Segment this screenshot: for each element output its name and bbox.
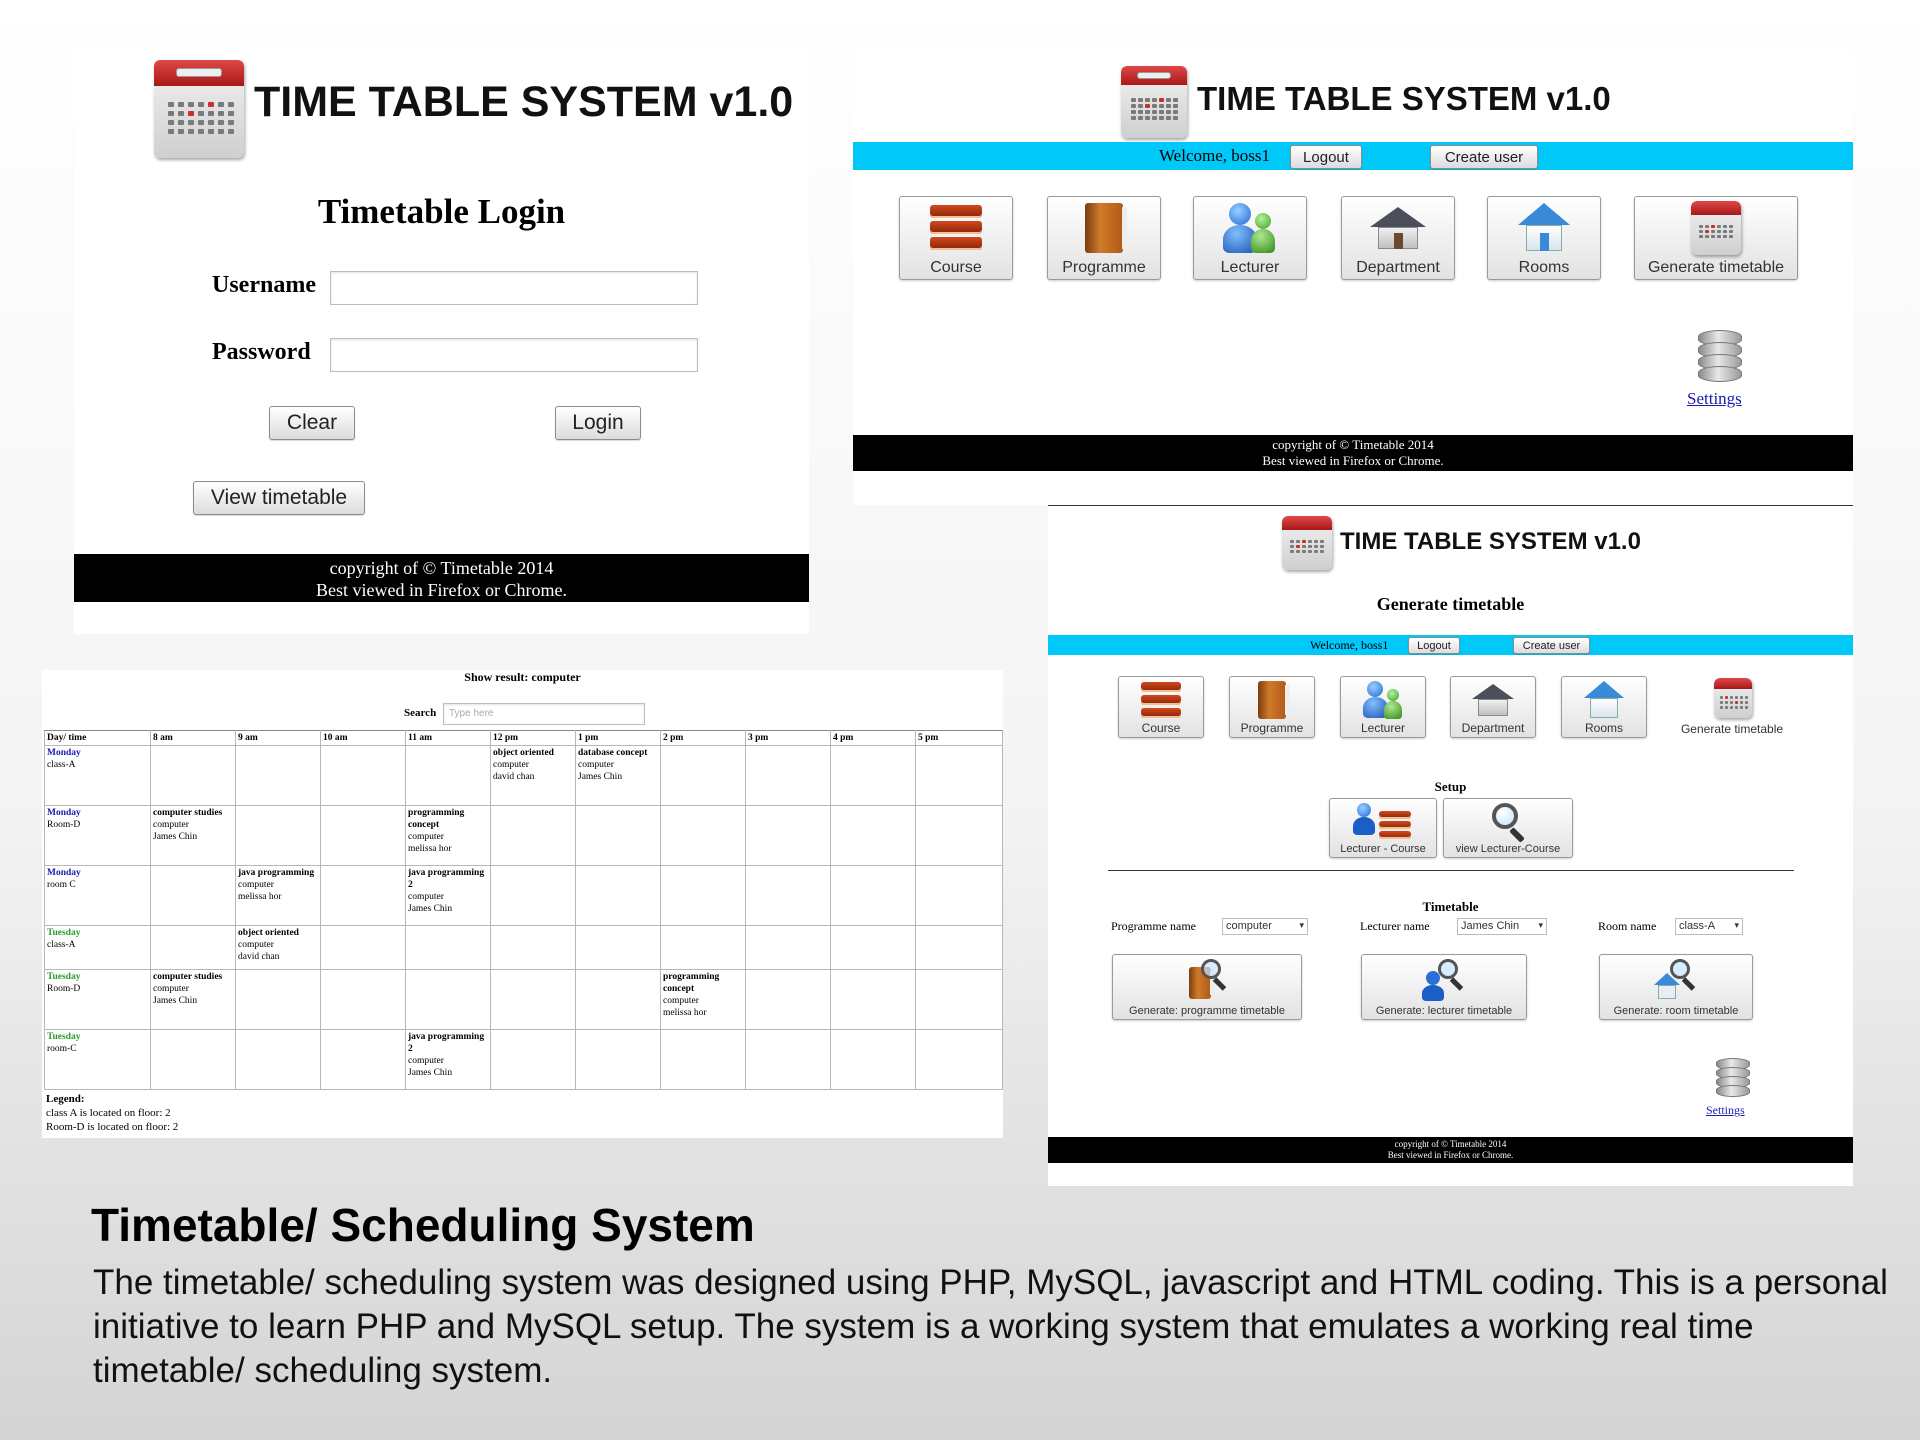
view-timetable-button[interactable]: View timetable — [193, 481, 365, 515]
slot-detail: James Chin — [408, 1068, 453, 1078]
calendar-logo-icon — [1121, 66, 1187, 138]
tile-label: Course — [1141, 721, 1181, 735]
table-row — [45, 926, 1003, 970]
slot-cell — [661, 746, 746, 806]
footer-copyright: copyright of © Timetable 2014 — [329, 558, 554, 578]
slot-cell — [661, 970, 746, 1030]
timetable-heading: Timetable — [1422, 899, 1479, 914]
caption-body: The timetable/ scheduling system was designed using PHP, MySQL, javascript and HTML coding. This is a personal initiative to learn PHP and MySQL setup. The system is a working system that emulates a working real time timetable/ scheduling system. — [93, 1263, 1888, 1390]
footer-browser-note: Best viewed in Firefox or Chrome. — [1262, 453, 1444, 468]
lecturer-course-icon — [1353, 803, 1413, 839]
setup-heading: Setup — [1434, 779, 1467, 794]
generate-heading: Generate timetable — [1376, 594, 1525, 614]
subject-name: computer studies — [153, 972, 223, 982]
slot-cell — [746, 970, 831, 1030]
day-label: Tuesday — [47, 928, 81, 938]
slot-cell — [576, 926, 661, 970]
slot-cell — [236, 866, 321, 926]
tile-label: Generate: lecturer timetable — [1375, 1005, 1513, 1017]
settings-link[interactable]: Settings — [1687, 389, 1742, 408]
slot-cell — [151, 806, 236, 866]
course-tile[interactable] — [1118, 676, 1204, 738]
subject-name: computer studies — [153, 808, 223, 818]
room-label: class-A — [47, 760, 76, 770]
timetable-grid — [44, 730, 1003, 1090]
slot-cell — [831, 806, 916, 866]
subject-name: database concept — [578, 748, 648, 758]
column-header: 8 am — [151, 731, 236, 746]
slot-cell — [916, 866, 1003, 926]
tile-label: Generate timetable — [1680, 722, 1784, 736]
room-name-label: Room name — [1598, 919, 1657, 933]
slot-detail: James Chin — [408, 904, 453, 914]
table-row — [45, 806, 1003, 866]
room-label: room C — [47, 880, 76, 890]
slot-cell — [321, 806, 406, 866]
slot-cell — [491, 866, 576, 926]
day-label: Monday — [47, 868, 81, 878]
subject-name: java programming — [238, 868, 315, 878]
programme-search-icon — [1185, 959, 1229, 1003]
tile-label: Generate: room timetable — [1613, 1005, 1739, 1017]
programme-book-icon — [1258, 681, 1286, 719]
programme-name-label: Programme name — [1111, 919, 1196, 933]
slot-cell — [406, 1030, 491, 1090]
login-heading: Timetable Login — [317, 192, 566, 231]
day-cell — [45, 866, 151, 926]
timetable-result-panel — [42, 670, 1003, 1138]
login-button[interactable]: Login — [555, 406, 641, 440]
slot-cell — [576, 806, 661, 866]
slot-cell — [831, 926, 916, 970]
calendar-logo-icon — [154, 60, 244, 158]
settings-link[interactable]: Settings — [1706, 1103, 1745, 1117]
column-header: 9 am — [236, 731, 321, 746]
password-label: Password — [212, 339, 311, 365]
rooms-tile[interactable] — [1561, 676, 1647, 738]
day-label: Monday — [47, 808, 81, 818]
day-label: Tuesday — [47, 972, 81, 982]
slot-cell — [321, 970, 406, 1030]
footer-copyright: copyright of © Timetable 2014 — [1394, 1139, 1507, 1149]
lecturer-tile[interactable] — [1340, 676, 1426, 738]
slot-cell — [916, 970, 1003, 1030]
logout-button[interactable]: Logout — [1290, 145, 1362, 169]
rooms-house-icon — [1518, 203, 1570, 253]
day-label: Monday — [47, 748, 81, 758]
rooms-house-icon — [1584, 681, 1624, 719]
column-header: 4 pm — [831, 731, 916, 746]
slot-cell — [236, 970, 321, 1030]
slot-cell — [916, 806, 1003, 866]
system-title: TIME TABLE SYSTEM v1.0 — [254, 78, 794, 126]
slot-cell — [151, 970, 236, 1030]
legend-line: class A is located on floor: 2 — [46, 1107, 171, 1119]
lecturer-name-label: Lecturer name — [1360, 919, 1430, 933]
slot-cell — [746, 746, 831, 806]
table-row — [45, 866, 1003, 926]
system-title: TIME TABLE SYSTEM v1.0 — [1340, 528, 1641, 555]
view-lecturer-course-button[interactable] — [1443, 798, 1573, 858]
magnifier-icon — [1488, 801, 1528, 841]
search-label: Search — [404, 707, 437, 719]
generate-timetable-panel — [1048, 505, 1853, 1186]
generate-room-timetable-button[interactable] — [1599, 954, 1753, 1020]
room-label: class-A — [47, 940, 76, 950]
slot-cell — [576, 866, 661, 926]
slot-cell — [746, 1030, 831, 1090]
day-cell — [45, 746, 151, 806]
slot-detail: computer — [153, 820, 189, 830]
books-icon — [1141, 682, 1181, 718]
section-divider — [1108, 870, 1794, 871]
legend-line: Room-D is located on floor: 2 — [46, 1121, 179, 1133]
tile-label: Lecturer — [1360, 721, 1406, 735]
day-cell — [45, 926, 151, 970]
legend-title: Legend: — [46, 1093, 85, 1105]
slot-cell — [661, 866, 746, 926]
generate-lecturer-timetable-button[interactable] — [1361, 954, 1527, 1020]
table-row — [45, 1030, 1003, 1090]
generate-footer — [1048, 1137, 1853, 1163]
lecturer-search-icon — [1422, 959, 1466, 1003]
slot-cell — [236, 746, 321, 806]
lecturer-select[interactable]: James Chin ▾ — [1457, 918, 1547, 935]
dashboard-panel — [853, 50, 1853, 505]
column-header: 1 pm — [576, 731, 661, 746]
tile-label: Generate: programme timetable — [1129, 1005, 1285, 1017]
day-cell — [45, 970, 151, 1030]
lecturer-course-button[interactable] — [1329, 798, 1437, 858]
subject-name: programming concept — [663, 972, 720, 994]
slot-cell — [151, 926, 236, 970]
room-label: Room-D — [47, 820, 81, 830]
tile-label: Department — [1356, 259, 1440, 276]
login-footer — [74, 554, 809, 602]
slot-cell — [746, 866, 831, 926]
slot-cell — [576, 1030, 661, 1090]
legend — [46, 1092, 178, 1134]
footer-browser-note: Best viewed in Firefox or Chrome. — [316, 580, 567, 600]
calendar-icon — [1714, 678, 1752, 718]
calendar-icon — [1691, 201, 1741, 255]
login-panel — [74, 44, 809, 634]
slot-detail: melissa hor — [238, 892, 282, 902]
slot-cell — [236, 926, 321, 970]
slot-cell — [746, 926, 831, 970]
lecturer-person-icon — [1223, 201, 1277, 255]
welcome-text: Welcome, boss1 — [1159, 146, 1270, 165]
slot-cell — [321, 1030, 406, 1090]
clear-button[interactable]: Clear — [269, 406, 355, 440]
system-title: TIME TABLE SYSTEM v1.0 — [1197, 80, 1611, 117]
logout-button[interactable]: Logout — [1408, 637, 1460, 654]
day-cell — [45, 806, 151, 866]
department-house-icon — [1370, 207, 1426, 251]
slot-cell — [916, 1030, 1003, 1090]
slot-cell — [236, 806, 321, 866]
slot-cell — [831, 1030, 916, 1090]
settings-database-icon[interactable] — [1698, 330, 1742, 382]
slot-cell — [576, 746, 661, 806]
slot-detail: david chan — [238, 952, 280, 962]
settings-database-icon[interactable] — [1716, 1058, 1750, 1098]
tile-label: Programme — [1062, 259, 1146, 276]
subject-name: object oriented — [238, 928, 299, 938]
slot-cell — [321, 926, 406, 970]
slot-detail: melissa hor — [663, 1008, 707, 1018]
room-label: room-C — [47, 1044, 77, 1054]
slot-detail: david chan — [493, 772, 535, 782]
password-input[interactable] — [330, 338, 698, 372]
tile-label: Rooms — [1584, 721, 1623, 735]
search-input[interactable]: Type here — [443, 703, 645, 725]
generate-programme-timetable-button[interactable] — [1112, 954, 1302, 1020]
slot-detail: James Chin — [578, 772, 623, 782]
slot-cell — [916, 926, 1003, 970]
slot-cell — [406, 866, 491, 926]
programme-tile[interactable] — [1047, 196, 1161, 280]
rooms-tile[interactable] — [1487, 196, 1601, 280]
books-icon — [930, 205, 982, 251]
slot-cell — [151, 746, 236, 806]
tile-label: Rooms — [1518, 259, 1570, 276]
tile-label: Course — [930, 259, 982, 276]
slot-cell — [661, 926, 746, 970]
generate-timetable-tile[interactable] — [1662, 676, 1802, 738]
room-label: Room-D — [47, 984, 81, 994]
lecturer-person-icon — [1363, 680, 1403, 720]
slot-detail: computer — [408, 1056, 444, 1066]
slot-detail: computer — [408, 832, 444, 842]
slot-cell — [321, 866, 406, 926]
slot-cell — [831, 970, 916, 1030]
result-title: Show result: computer — [464, 670, 581, 684]
tile-label: view Lecturer-Course — [1455, 843, 1561, 855]
slot-detail: computer — [153, 984, 189, 994]
slot-detail: computer — [493, 760, 529, 770]
slot-cell — [406, 746, 491, 806]
subject-name: programming concept — [408, 808, 465, 830]
department-house-icon — [1472, 684, 1514, 718]
column-header: 12 pm — [491, 731, 576, 746]
username-label: Username — [212, 272, 316, 298]
slot-cell — [916, 746, 1003, 806]
room-search-icon — [1654, 959, 1698, 1003]
slot-cell — [491, 806, 576, 866]
slot-detail: James Chin — [153, 832, 198, 842]
column-header: Day/ time — [45, 731, 151, 746]
username-input[interactable] — [330, 271, 698, 305]
welcome-text: Welcome, boss1 — [1310, 638, 1389, 652]
tile-label: Lecturer — [1220, 259, 1280, 276]
create-user-button[interactable]: Create user — [1430, 145, 1538, 169]
slot-cell — [491, 746, 576, 806]
generate-timetable-tile[interactable] — [1634, 196, 1798, 280]
slot-cell — [236, 1030, 321, 1090]
table-row — [45, 746, 1003, 806]
department-tile[interactable] — [1450, 676, 1536, 738]
slot-cell — [406, 806, 491, 866]
slot-cell — [746, 806, 831, 866]
subject-name: object oriented — [493, 748, 554, 758]
day-cell — [45, 1030, 151, 1090]
programme-book-icon — [1085, 203, 1123, 253]
programme-tile[interactable] — [1229, 676, 1315, 738]
slot-cell — [831, 746, 916, 806]
slot-cell — [151, 866, 236, 926]
slot-cell — [661, 1030, 746, 1090]
create-user-button[interactable]: Create user — [1513, 637, 1590, 654]
slot-detail: computer — [578, 760, 614, 770]
day-label: Tuesday — [47, 1032, 81, 1042]
tile-label: Programme — [1240, 721, 1304, 735]
column-header: 3 pm — [746, 731, 831, 746]
slot-cell — [661, 806, 746, 866]
slot-cell — [151, 1030, 236, 1090]
tile-label: Lecturer - Course — [1340, 843, 1426, 855]
programme-select[interactable]: computer ▾ — [1222, 918, 1308, 935]
slot-detail: computer — [238, 940, 274, 950]
slot-cell — [576, 970, 661, 1030]
footer-copyright: copyright of © Timetable 2014 — [1272, 437, 1434, 452]
lecturer-tile[interactable] — [1193, 196, 1307, 280]
dashboard-footer — [853, 435, 1853, 471]
slot-cell — [831, 866, 916, 926]
slot-detail: melissa hor — [408, 844, 452, 854]
table-row — [45, 970, 1003, 1030]
calendar-logo-icon — [1282, 516, 1332, 570]
slot-cell — [321, 746, 406, 806]
slot-cell — [491, 970, 576, 1030]
caption-heading: Timetable/ Scheduling System — [91, 1199, 755, 1251]
column-header: 10 am — [321, 731, 406, 746]
tile-label: Generate timetable — [1647, 259, 1785, 276]
slot-cell — [406, 926, 491, 970]
slot-detail: computer — [663, 996, 699, 1006]
department-tile[interactable] — [1341, 196, 1455, 280]
slot-cell — [491, 926, 576, 970]
slot-detail: computer — [408, 892, 444, 902]
room-select[interactable]: class-A ▾ — [1675, 918, 1743, 935]
subject-name: java programming 2 — [408, 868, 485, 890]
column-header: 2 pm — [661, 731, 746, 746]
slot-detail: James Chin — [153, 996, 198, 1006]
course-tile[interactable] — [899, 196, 1013, 280]
footer-browser-note: Best viewed in Firefox or Chrome. — [1387, 1150, 1514, 1160]
slot-detail: computer — [238, 880, 274, 890]
tile-label: Department — [1461, 721, 1525, 735]
slot-cell — [406, 970, 491, 1030]
column-header: 11 am — [406, 731, 491, 746]
subject-name: java programming 2 — [408, 1032, 485, 1054]
column-header: 5 pm — [916, 731, 1003, 746]
slot-cell — [491, 1030, 576, 1090]
